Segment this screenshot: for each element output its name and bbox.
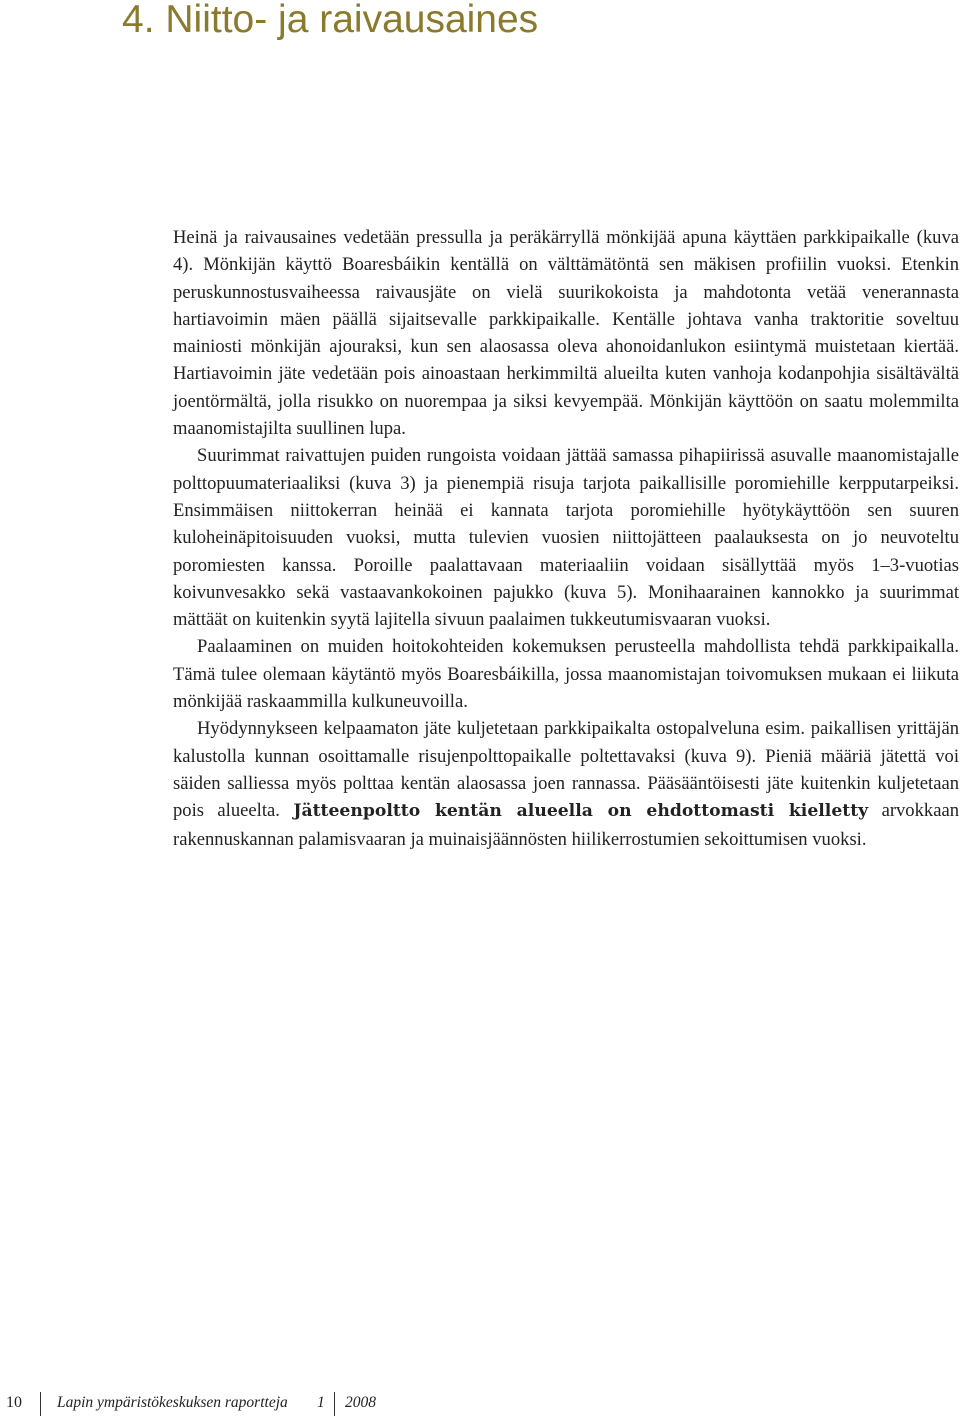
page-footer: [0, 1392, 960, 1416]
paragraph-4-bold-warning: Jätteenpoltto kentän alueella on ehdottomasti kielletty: [293, 801, 869, 822]
footer-divider-2: [334, 1392, 335, 1416]
paragraph-4: [173, 715, 959, 852]
footer-divider: [40, 1392, 41, 1416]
page-number: 10: [6, 1394, 22, 1411]
paragraph-2: Suurimmat raivattujen puiden rungoista voidaan jättää samassa pihapiirissä asuvalle maanomistajalle polttopuumateriaaliksi (kuva 3) ja pienempiä risuja tarjota paikallisille poromiehille kerpputarpeiksi. Ensimmäisen niittokerran heinää ei kannata tarjota poromiehille hyötykäyttöön sen suuren kuloheinäpitoisuuden vuoksi, mutta tulevien vuosien niittojätteen paalauksesta on jo neuvoteltu poromiesten kanssa. Poroille paalattavaan materiaaliin voidaan sisällyttää myös 1–3-vuotias koivunvesakko sekä vastaavankokoinen pajukko (kuva 5). Monihaarainen kannokko ja suurimmat mättäät on kuitenkin syytä lajitella sivuun paalaimen tukkeutumisvaaran vuoksi.: [173, 445, 959, 631]
series-year: 2008: [345, 1394, 376, 1411]
series-number: 1: [317, 1394, 325, 1411]
series-title: Lapin ympäristökeskuksen raportteja: [57, 1394, 288, 1411]
paragraph-3: Paalaaminen on muiden hoitokohteiden kokemuksen perusteella mahdollista tehdä parkkipaikalla. Tämä tulee olemaan käytäntö myös Boaresbáikilla, jossa maanomistajan toivomuksen mukaan ei liikuta mönkijää raskaammilla kulkuneuvoilla.: [173, 636, 959, 713]
body-text: [173, 224, 959, 853]
paragraph-1: Heinä ja raivausaines vedetään pressulla ja peräkärryllä mönkijää apuna käyttäen parkkipaikalle (kuva 4). Mönkijän käyttö Boaresbáikin kentällä on välttämätöntä sen mäkisen profiilin vuoksi. Etenkin peruskunnostusvaiheessa raivausjäte on vielä suurikokoista ja mahdotonta vetää venerannasta hartiavoimin mäen päällä sijaitsevalle parkkipaikalle. Kentälle johtava vanha traktoritie soveltuu mainiosti mönkijän ajouraksi, kun sen alaosassa oleva ahonoidanlukon esiintymä muistetaan kiertää. Hartiavoimin jäte vedetään pois ainoastaan herkimmiltä alueilta kuten vanhoja kodanpohjia sisältävältä joentörmältä, jolla risukko on nuorempaa ja siksi kevyempää. Mönkijän käyttöön on saatu molemmilta maanomistajilta suullinen lupa.: [173, 227, 959, 440]
paragraph-4-text-start: Hyödynnykseen kelpaamaton jäte kuljetetaan parkkipaikalta ostopalveluna esim. paikallisen yrittäjän kalustolla kunnan osoittamalle risujenpolttopaikalle poltettavaksi (kuva 9). Pieniä määriä jätettä voi säiden salliessa myös polttaa kentän alaosassa joen rannassa. Pääsääntöisesti jäte kuitenkin kuljetetaan pois alueelta.: [173, 718, 959, 822]
chapter-title: 4. Niitto- ja raivausaines: [122, 0, 539, 41]
paragraph-4-text-end: arvokkaan rakennuskannan palamisvaaran ja muinaisjäännösten hiilikerrostumien sekoittumisen vuoksi.: [173, 800, 959, 850]
